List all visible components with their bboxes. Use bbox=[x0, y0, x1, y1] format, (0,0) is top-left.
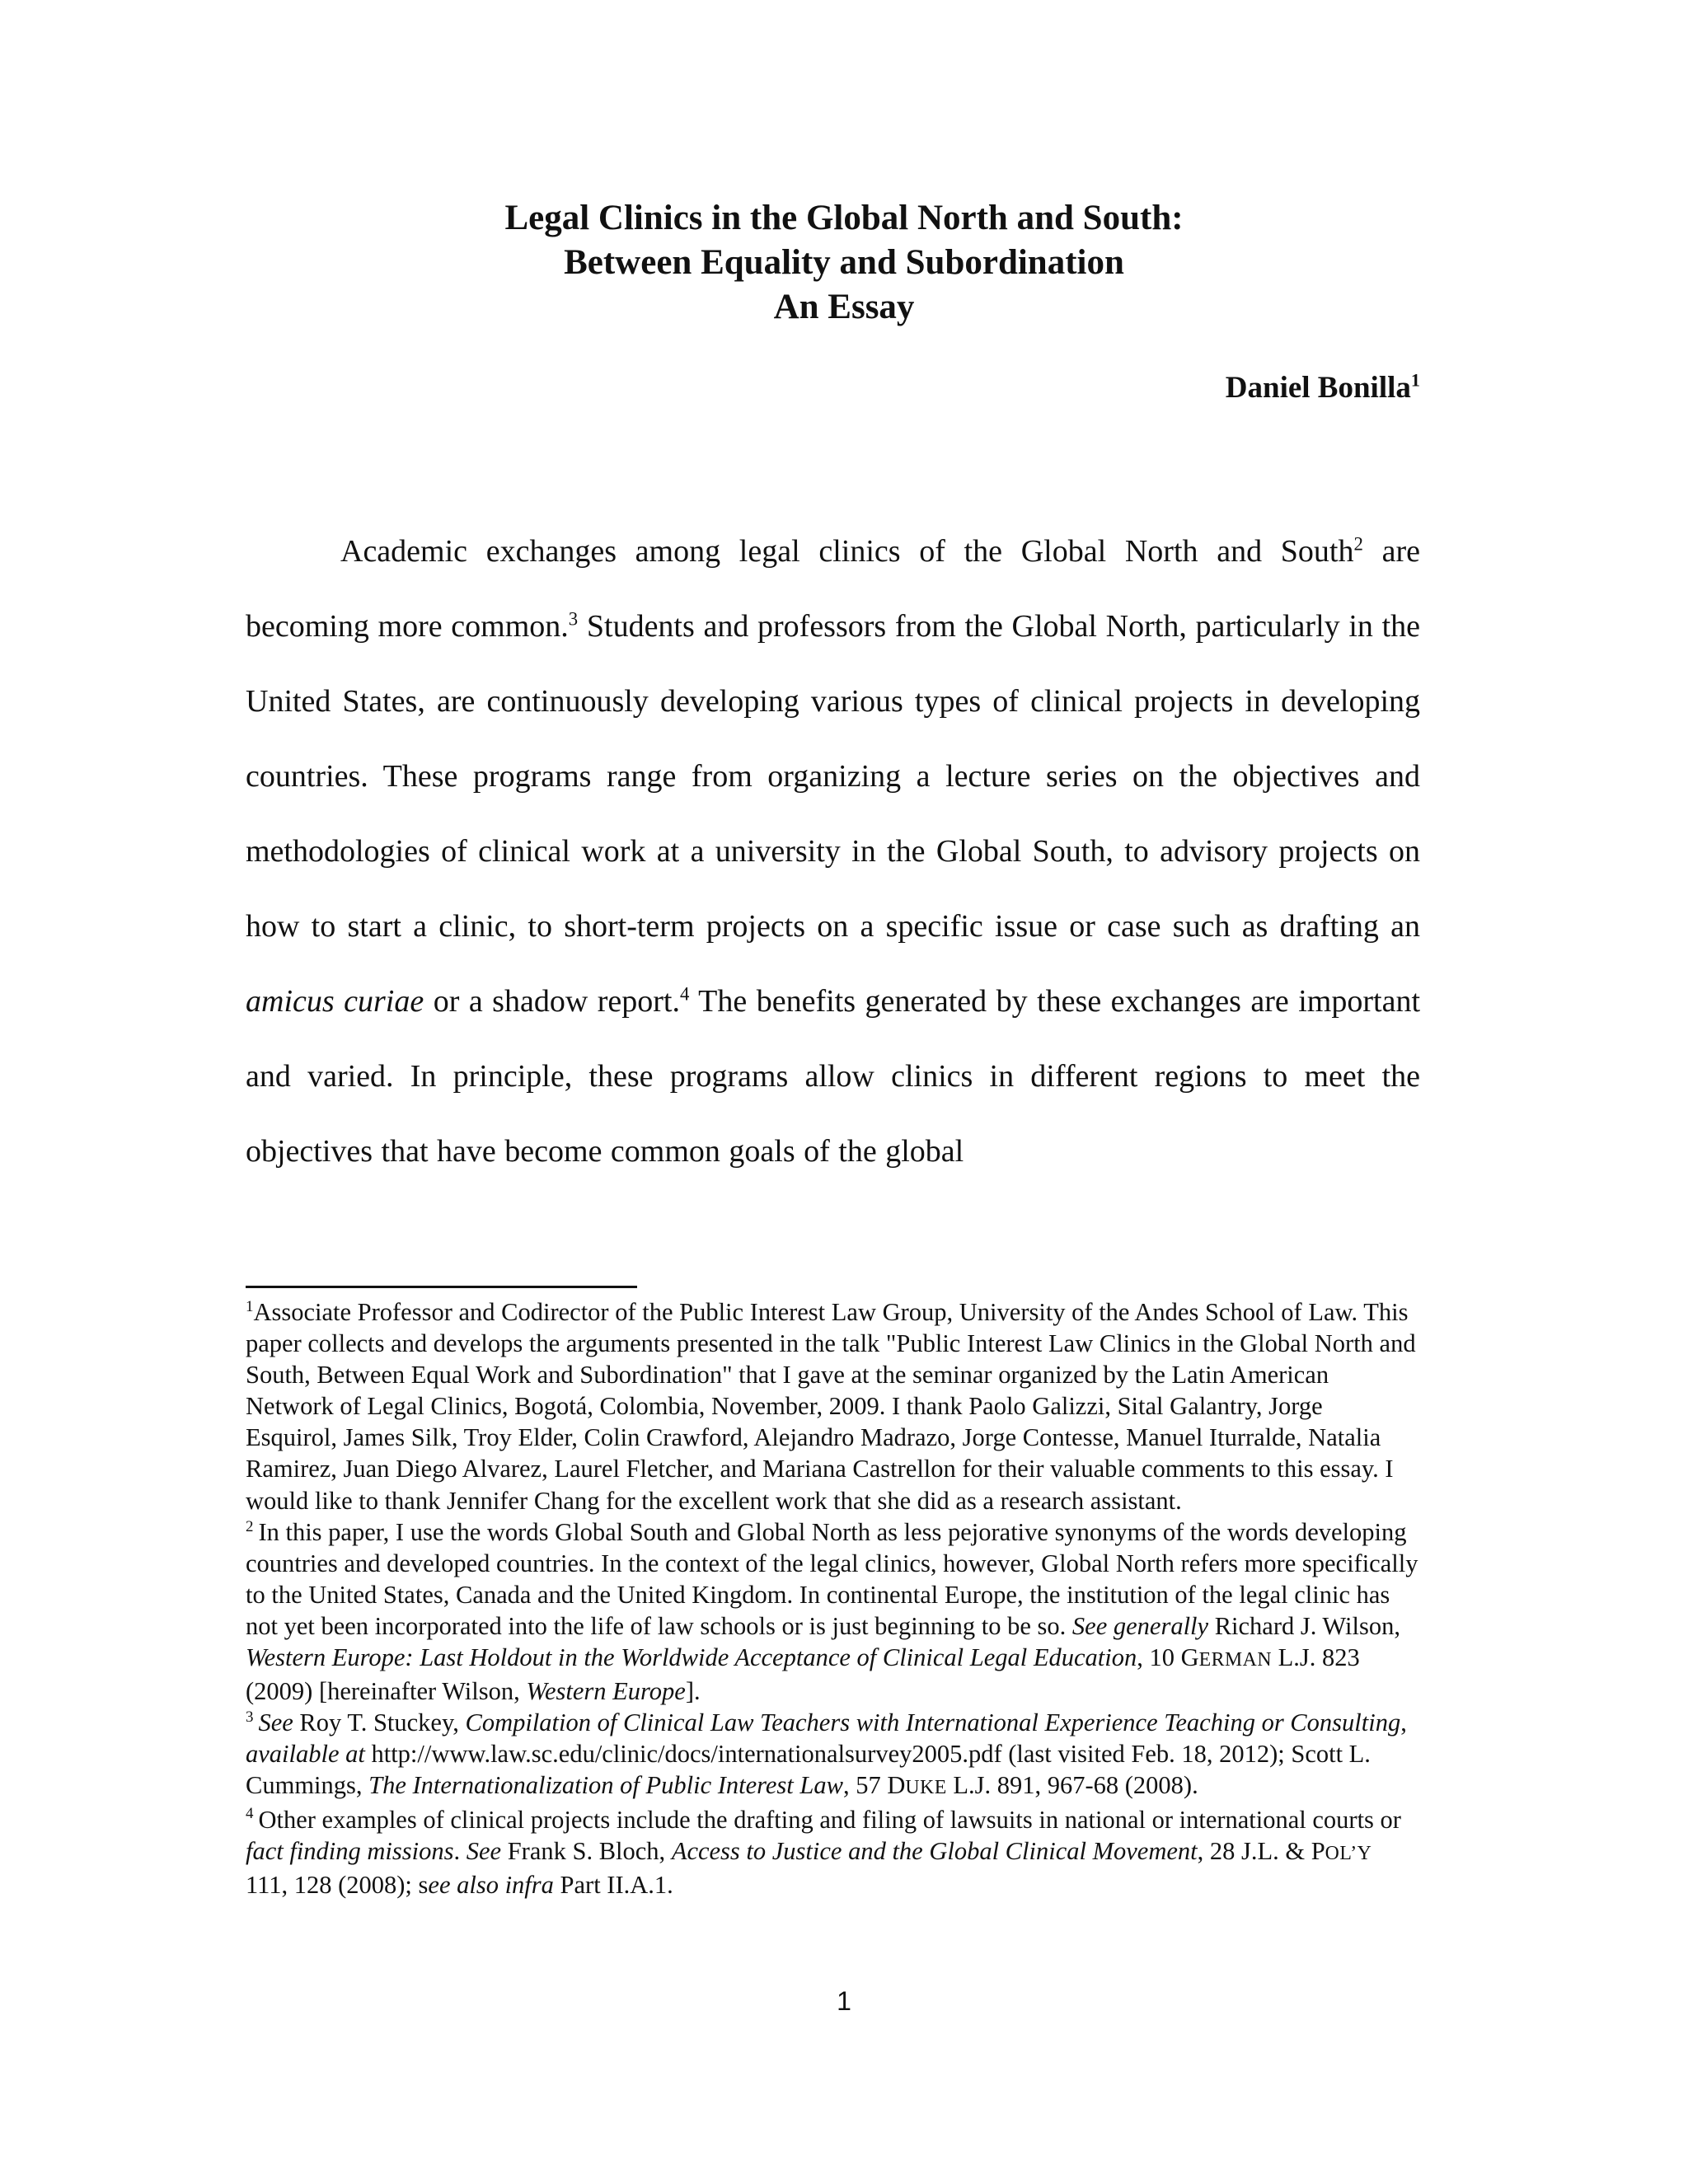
footnote-3-mark: 3 bbox=[246, 1708, 254, 1727]
footnote-ref-3: 3 bbox=[568, 608, 579, 630]
footnote-3 bbox=[246, 1707, 1420, 1803]
footnote-2-text-3: , 10 G bbox=[1137, 1643, 1199, 1672]
footnote-4-text-2: . bbox=[453, 1836, 467, 1865]
footnote-1-mark: 1 bbox=[246, 1297, 254, 1315]
footnote-4-text-3: Frank S. Bloch, bbox=[501, 1836, 672, 1865]
footnote-3-smallcaps-1: UKE bbox=[905, 1777, 947, 1799]
footnote-1 bbox=[246, 1296, 1420, 1516]
paper-title bbox=[0, 196, 1688, 330]
footnotes-section bbox=[246, 1296, 1420, 1900]
footnote-4-italic-3: Access to Justice and the Global Clinical Movement bbox=[671, 1836, 1198, 1865]
footnote-3-text-5: L.J. 891, 967-68 (2008). bbox=[946, 1771, 1198, 1800]
footnote-2-text-2: Richard J. Wilson, bbox=[1208, 1611, 1400, 1640]
author-name: Daniel Bonilla bbox=[1225, 371, 1411, 405]
footnote-4-text-1: Other examples of clinical projects include the drafting and filing of lawsuits in national or international courts or bbox=[258, 1805, 1401, 1834]
footnote-2 bbox=[246, 1516, 1420, 1708]
footnote-4-text-5: 111, 128 (2008); s bbox=[246, 1870, 429, 1899]
body-sentence-1: Academic exchanges among legal clinics of the Global North and South bbox=[340, 534, 1354, 569]
title-line-2: Between Equality and Subordination bbox=[564, 243, 1124, 282]
footnote-3-text-3: http://www.law.sc.edu/clinic/docs/internationalsurvey2005.pdf (last visited Feb. 18, 2012); Scott L. Cummings, bbox=[246, 1740, 1371, 1800]
footnote-4 bbox=[246, 1804, 1420, 1900]
footnote-2-italic-1: See generally bbox=[1071, 1611, 1209, 1640]
footnote-3-italic-3: available at bbox=[246, 1740, 365, 1769]
footnote-4-italic-4: ee also infra bbox=[428, 1870, 554, 1899]
body-sentence-2: Students and professors from the Global North, particularly in the United States, are continuously developing various types of clinical projects in developing countries. These programs range from organizing a lecture series on the objectives and methodologies of clinical work at a university in the Global South, to advisory projects on how to start a clinic, to short-term projects on a specific issue or case such as drafting an bbox=[246, 609, 1420, 944]
footnote-2-mark: 2 bbox=[246, 1517, 254, 1535]
page-number: 1 bbox=[837, 1986, 851, 2016]
footnote-3-text-2: , bbox=[1400, 1708, 1407, 1737]
footnote-1-text: Associate Professor and Codirector of the Public Interest Law Group, University of the Andes School of Law. This paper collects and develops the arguments presented in the talk "Public Interest Law Clinics in the Global North and South, Between Equal Work and Subordination" that I gave at the seminar organized by the Latin American Network of Legal Clinics, Bogotá, Colombia, November, 2009. I thank Paolo Galizzi, Sital Galantry, Jorge Esquirol, James Silk, Troy Elder, Colin Crawford, Alejandro Madrazo, Jorge Contesse, Manuel Iturralde, Natalia Ramirez, Juan Diego Alvarez, Laurel Fletcher, and Mariana Castrellon for their valuable comments to this essay. I would like to thank Jennifer Chang for the excellent work that she did as a research assistant. bbox=[246, 1298, 1416, 1515]
footnote-4-mark: 4 bbox=[246, 1805, 254, 1823]
footnote-3-italic-1: See bbox=[258, 1708, 293, 1737]
author-byline bbox=[1226, 369, 1420, 407]
body-italic-amicus-curiae: amicus curiae bbox=[246, 984, 424, 1019]
footnote-3-text-4: , 57 D bbox=[842, 1771, 906, 1800]
footnote-2-text-4: L.J. 823 (2009) [hereinafter Wilson, bbox=[246, 1643, 1360, 1706]
footnote-4-text-4: , 28 J.L. & P bbox=[1197, 1836, 1325, 1865]
footnote-4-italic-2: See bbox=[466, 1836, 502, 1865]
footnote-3-text-1: Roy T. Stuckey, bbox=[293, 1708, 466, 1737]
footnote-2-text-5: ]. bbox=[685, 1677, 701, 1706]
footnote-3-italic-4: The Internationalization of Public Interest Law bbox=[368, 1771, 843, 1800]
footnote-3-italic-2: Compilation of Clinical Law Teachers with International Experience Teaching or Consulting bbox=[465, 1708, 1401, 1737]
title-line-1: Legal Clinics in the Global North and South: bbox=[504, 199, 1184, 237]
author-footnote-ref: 1 bbox=[1410, 369, 1420, 391]
title-line-3: An Essay bbox=[773, 288, 915, 326]
footnote-divider bbox=[246, 1286, 637, 1288]
footnote-4-smallcaps-1: OL’Y bbox=[1325, 1842, 1372, 1864]
footnote-4-text-6: Part II.A.1. bbox=[553, 1870, 673, 1899]
footnote-2-italic-3: Western Europe bbox=[526, 1677, 686, 1706]
footnote-4-italic-1: fact finding missions bbox=[246, 1836, 454, 1865]
footnote-ref-2: 2 bbox=[1353, 533, 1363, 555]
body-sentence-3: The benefits generated by these exchanges are important and varied. In principle, these programs allow clinics in different regions to meet the objectives that have become common goals of the global bbox=[246, 984, 1421, 1169]
footnote-2-smallcaps-1: ERMAN bbox=[1198, 1649, 1273, 1671]
footnote-2-text-1: In this paper, I use the words Global South and Global North as less pejorative synonyms of the words developing countries and developed countries. In the context of the legal clinics, however, Global North refers more specifically to the United States, Canada and the United Kingdom. In continental Europe, the institution of the legal clinic has not yet been incorporated into the life of law schools or is just beginning to be so. bbox=[246, 1517, 1418, 1640]
body-sentence-2-end: or a shadow report. bbox=[424, 984, 680, 1019]
body-paragraph bbox=[246, 514, 1420, 1189]
body-sentence-1-end: are becoming more common. bbox=[246, 534, 1420, 644]
footnote-2-italic-2: Western Europe: Last Holdout in the Worldwide Acceptance of Clinical Legal Education bbox=[246, 1643, 1137, 1672]
footnote-ref-4: 4 bbox=[679, 983, 690, 1005]
